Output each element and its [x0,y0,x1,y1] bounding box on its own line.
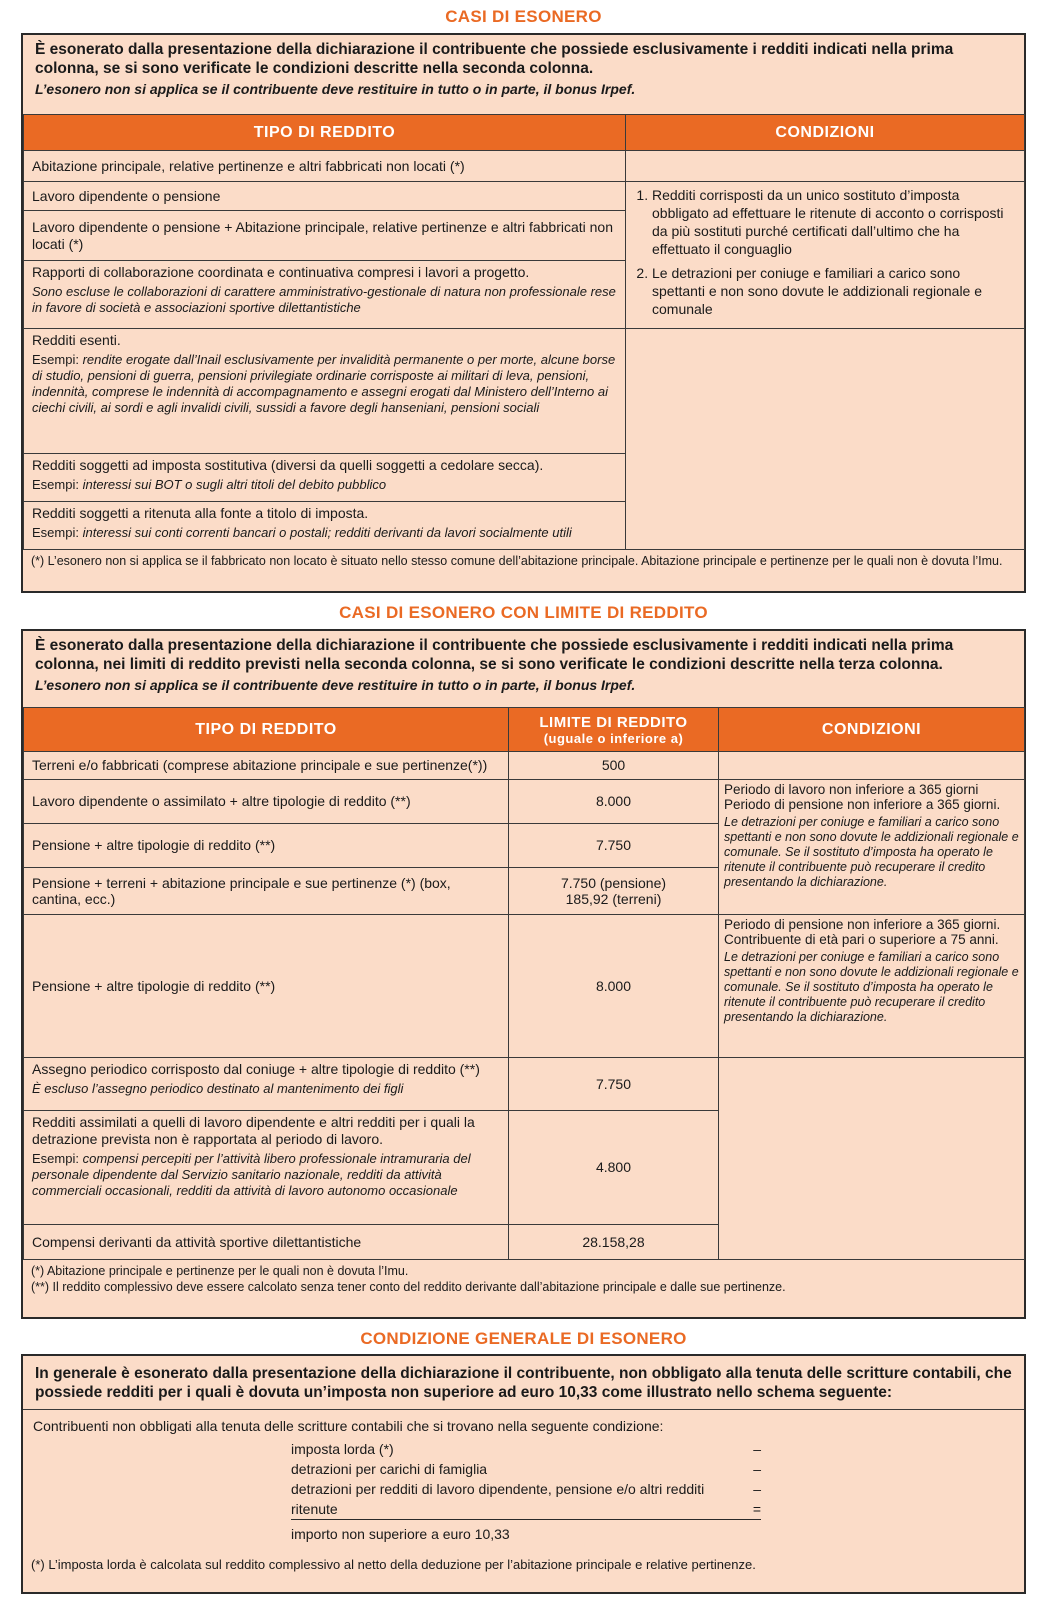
header-limite-reddito: LIMITE DI REDDITO (uguale o inferiore a) [509,708,719,752]
section-title-casi-esonero: CASI DI ESONERO [445,7,602,26]
row-text: Redditi soggetti a ritenuta alla fonte a titolo di imposta. [32,505,369,521]
limite-reddito-table [23,707,1025,1260]
examples-text: compensi percepiti per l’attività libero professionale intramuraria del personale dipendente dal Servizio sanitario nazionale, redditi da attività commerciali occasionali, redditi da attività di lavoro autonomo occasionale [32,1151,471,1198]
header-condizioni: CONDIZIONI [719,708,1025,752]
limite-value: 7.750 [509,1058,719,1111]
table-row: Abitazione principale, relative pertinenze e altri fabbricati non locati (*) [24,151,626,182]
row-text: Assegno periodico corrisposto dal coniuge + altre tipologie di reddito (**) [32,1061,480,1077]
calc-result: importo non superiore a euro 10,33 [291,1526,510,1542]
table-row: Terreni e/o fabbricati (comprese abitazione principale e sue pertinenze(*)) [24,752,509,780]
header-condizioni: CONDIZIONI [626,115,1025,151]
condizione-note: Le detrazioni per coniuge e familiari a carico sono spettanti e non sono dovute le addizionali regionale e comunale. Se il sostituto d’imposta ha operato le ritenute il contribuente può recuperare il credito presentando la dichiarazione. [724,950,1019,1024]
casi-esonero-box [21,33,1026,593]
row-text: Redditi soggetti ad imposta sostitutiva (diversi da quelli soggetti a cedolare secca). [32,457,544,473]
limite-value: 8.000 [509,780,719,824]
limite-value: 28.158,28 [509,1225,719,1260]
row-text: Rapporti di collaborazione coordinata e continuativa compresi i lavori a progetto. [32,264,530,280]
table-row: Lavoro dipendente o assimilato + altre tipologie di reddito (**) [24,780,509,824]
calc-item: imposta lorda (*) – [291,1441,761,1457]
row-note: Sono escluse le collaborazioni di carattere amministrativo-gestionale di natura non professionale rese in favore di società e associazioni sportive dilettantistiche [32,284,616,315]
condizioni-cell-a [719,780,1025,915]
header-tipo-reddito: TIPO DI REDDITO [24,115,626,151]
condizioni-cell-b [719,915,1025,1058]
intro-text: In generale è esonerato dalla presentazione della dichiarazione il contribuente, non obbligato alla tenuta delle scritture contabili, che possiede redditi per i quali è dovuta un’imposta non superiore ad euro 10,33 come illustrato nello schema seguente: [35,1365,1012,1401]
examples-text: interessi sui conti correnti bancari o postali; redditi derivanti da lavori socialmente utili [82,525,572,540]
section-title-limite-reddito: CASI DI ESONERO CON LIMITE DI REDDITO [339,603,708,622]
table-row [24,261,626,329]
casi-esonero-table [23,114,1025,550]
intro-note: L’esonero non si applica se il contribuente deve restituire in tutto o in parte, il bonus Irpef. [35,677,636,693]
lead-text: Contribuenti non obbligati alla tenuta delle scritture contabili che si trovano nella seguente condizione: [33,1418,664,1434]
condizione-text: Periodo di pensione non inferiore a 365 giorni. [724,917,1001,932]
row-note: È escluso l’assegno periodico destinato al mantenimento dei figli [32,1081,404,1096]
table-row [24,502,626,550]
table-row: Compensi derivanti da attività sportive dilettantistiche [24,1225,509,1260]
header-limite-sub: (uguale o inferiore a) [543,730,684,746]
examples-label: Esempi: [32,525,79,540]
intro-text: È esonerato dalla presentazione della dichiarazione il contribuente che possiede esclusivamente i redditi indicati nella prima colonna, se si sono verificate le condizioni descritte nella seconda colonna. [35,41,954,77]
condizione-text: Periodo di lavoro non inferiore a 365 giorni [724,782,979,797]
limite-value: 4.800 [509,1111,719,1225]
intro-note: L’esonero non si applica se il contribuente deve restituire in tutto o in parte, il bonus Irpef. [35,81,636,97]
table-row: Pensione + terreni + abitazione principale e sue pertinenze (*) (box, cantina, ecc.) [24,868,509,915]
table-row: Pensione + altre tipologie di reddito (**) [24,824,509,868]
condizione-generale-box [21,1354,1026,1594]
examples-text: rendite erogate dall’Inail esclusivamente per invalidità permanente o per morte, alcune borse di studio, pensioni di guerra, pensioni privilegiate ordinarie corrisposte ai militari di leva, pensioni, indennità, comprese le indennità di accompagnamento e assegni erogati dal Ministero dell’Interno ai ciechi civili, ai sordi e agli invalidi civili, sussidi a favore degli hanseniani, pensioni sociali [32,352,616,415]
calc-scheme [23,1435,1024,1555]
limite-reddito-box [21,629,1026,1319]
calc-divider [291,1519,761,1520]
examples-label: Esempi: [32,352,79,367]
condizione-text: Contribuente di età pari o superiore a 75 anni. [724,932,999,947]
calc-item: ritenute = [291,1501,761,1517]
limite-value: 7.750 [509,824,719,868]
table-row [24,1058,509,1111]
examples-text: interessi sui BOT o sugli altri titoli del debito pubblico [82,477,387,492]
examples-label: Esempi: [32,1151,79,1166]
table-row: Pensione + altre tipologie di reddito (**) [24,915,509,1058]
table-row: Lavoro dipendente o pensione + Abitazione principale, relative pertinenze e altri fabbricati non locati (*) [24,211,626,261]
row-text: Redditi esenti. [32,332,121,348]
limite-value: 7.750 (pensione) 185,92 (terreni) [509,868,719,915]
limite-value: 500 [509,752,719,780]
intro-text: È esonerato dalla presentazione della dichiarazione il contribuente che possiede esclusivamente i redditi indicati nella prima colonna, nei limiti di reddito previsti nella seconda colonna, se si sono verificate le condizioni descritte nella terza colonna. [35,637,954,673]
table-row [24,454,626,502]
condizione-note: Le detrazioni per coniuge e familiari a carico sono spettanti e non sono dovute le addizionali regionale e comunale. Se il sostituto d’imposta ha operato le ritenute il contribuente può recuperare il credito presentando la dichiarazione. [724,815,1019,889]
footnote: (*) L’esonero non si applica se il fabbricato non locato è situato nello stesso comune dell’abitazione principale. Abitazione principale e pertinenze per le quali non è dovuta l’Imu. [31,554,1003,568]
section-title-condizione-generale: CONDIZIONE GENERALE DI ESONERO [360,1329,687,1348]
condizione-text: Periodo di pensione non inferiore a 365 giorni. [724,797,1001,812]
calc-item: detrazioni per redditi di lavoro dipendente, pensione e/o altri redditi – [291,1481,761,1497]
footnote: (**) Il reddito complessivo deve essere calcolato senza tener conto del reddito derivante dall’abitazione principale e dalle sue pertinenze. [31,1280,786,1294]
table-row: Lavoro dipendente o pensione [24,182,626,211]
condizioni-cell [626,182,1025,329]
limite-value: 8.000 [509,915,719,1058]
row-text: Redditi assimilati a quelli di lavoro dipendente e altri redditi per i quali la detrazione prevista non è rapportata al periodo di lavoro. [32,1114,475,1147]
examples-label: Esempi: [32,477,79,492]
table-row [24,1111,509,1225]
header-tipo-reddito: TIPO DI REDDITO [24,708,509,752]
condizione-2: 2. Le detrazioni per coniuge e familiari a carico sono spettanti e non sono dovute le addizionali regionale e comunale [652,264,1016,318]
footnote: (*) L’imposta lorda è calcolata sul reddito complessivo al netto della deduzione per l’abitazione principale e relative pertinenze. [31,1557,756,1572]
calc-item: detrazioni per carichi di famiglia – [291,1461,761,1477]
footnote: (*) Abitazione principale e pertinenze per le quali non è dovuta l’Imu. [31,1264,409,1278]
condizione-1: 1. Redditi corrisposti da un unico sostituto d’imposta obbligato ad effettuare le ritenute di acconto o corrisposti da più sostituti purché certificati dall’ultimo che ha effettuato il conguaglio [652,186,1016,258]
table-row [24,329,626,454]
